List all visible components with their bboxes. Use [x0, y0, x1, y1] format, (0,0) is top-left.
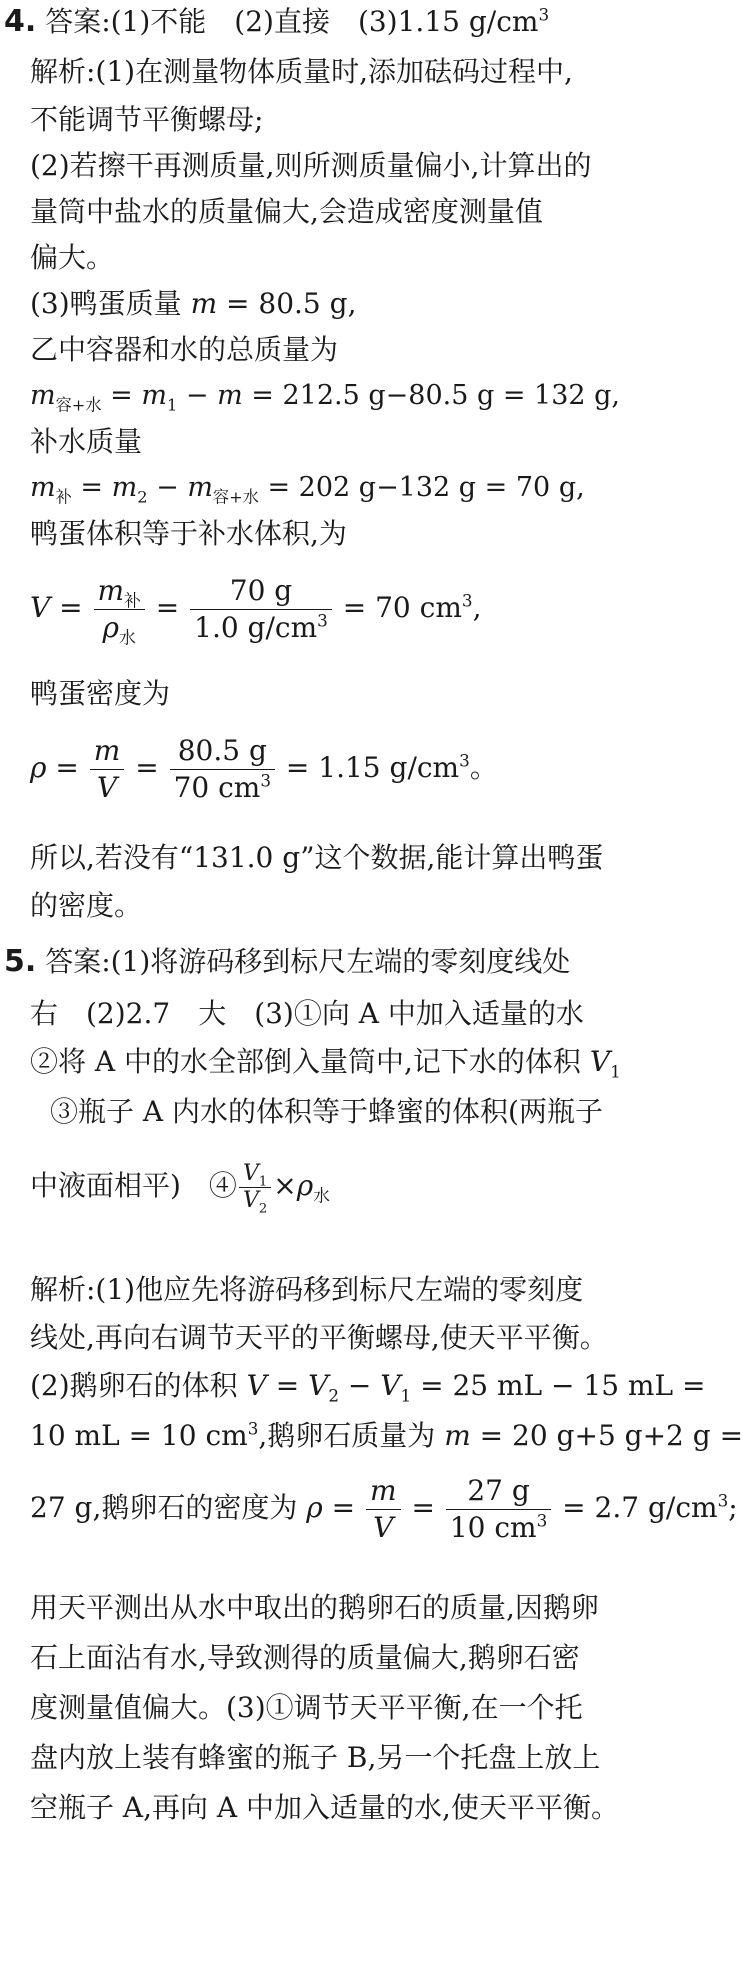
q4-v-f2-bot: 1.0 g/cm	[194, 611, 318, 644]
q4-line-2: 解析:(1)在测量物体质量时,添加砝码过程中,	[30, 55, 573, 88]
q4-eq2-equals: =	[71, 472, 112, 503]
q5-line-6: 解析:(1)他应先将游码移到标尺左端的零刻度	[30, 1273, 584, 1306]
q5-volume-v: V	[246, 1369, 267, 1402]
q4-eq-rest: = 212.5 g−80.5 g = 132 g,	[242, 380, 621, 411]
q5-frac-bot-sub: 2	[258, 1201, 268, 1217]
q4-duck-egg-mass-label: (3)鸭蛋质量	[30, 287, 191, 320]
q4-v-f1-bot-rho: ρ	[102, 611, 120, 644]
q4-v-f1-top-m: m	[97, 574, 125, 607]
q4-eq2-m2-sub: 2	[137, 487, 148, 507]
q5-volume-v2: V	[308, 1369, 329, 1402]
q5-line-5	[30, 1146, 330, 1226]
q4-v-f1-top-sub: 补	[124, 590, 141, 611]
q5-line-12: 石上面沾有水,导致测得的质量偏大,鹅卵石密	[30, 1641, 580, 1674]
q4-line-6: 偏大。	[30, 241, 115, 274]
q5-frac-top-v: V	[242, 1161, 259, 1186]
q5-answer-1: 答案:(1)将游码移到标尺左端的零刻度线处	[45, 945, 571, 978]
q5-volume-minus: −	[339, 1369, 381, 1402]
q4-rho-result-sup: 3	[459, 750, 470, 771]
q4-answer-sup: 3	[538, 4, 550, 25]
q4-rho-result: = 1.15 g/cm	[277, 751, 460, 784]
q5-density-eq: =	[322, 1491, 364, 1524]
q4-eq2-m2: m	[111, 472, 138, 503]
q4-v-tail: ,	[472, 591, 482, 624]
q4-rho-tail: 。	[469, 751, 498, 784]
q4-v-f2-bot-sup: 3	[317, 610, 328, 631]
q5-number: 5.	[4, 944, 37, 979]
q4-rho-lhs: ρ	[30, 751, 47, 784]
q5-volume-rest: = 25 mL − 15 mL =	[411, 1369, 706, 1402]
q4-line-5: 量筒中盐水的质量偏大,会造成密度测量值	[30, 195, 543, 228]
q4-rho-f2-bot-sup: 3	[260, 770, 272, 791]
q4-v-f1-bot-sub: 水	[119, 627, 136, 648]
q5-line-4: ③瓶子 A 内水的体积等于蜂蜜的体积(两瓶子	[50, 1095, 603, 1128]
q4-eq-m-b: m	[217, 380, 243, 411]
q4-number: 4.	[4, 4, 37, 39]
q4-density-formula	[30, 728, 498, 808]
q4-eq2-sub: 补	[55, 487, 72, 507]
q5-mass-label: ,鹅卵石质量为	[258, 1419, 445, 1452]
q5-rho-sub: 水	[313, 1185, 330, 1206]
q5-line-13: 度测量值偏大。(3)①调节天平平衡,在一个托	[30, 1691, 583, 1724]
q4-rho-f2-top: 80.5 g	[170, 733, 275, 770]
q5-rho: ρ	[296, 1169, 314, 1202]
q4-equation-added-water	[30, 470, 585, 506]
q5-frac-top-sub: 1	[258, 1174, 268, 1190]
q5-step2-text: ②将 A 中的水全部倒入量筒中,记下水的体积	[30, 1045, 590, 1078]
q4-rho-f2-bot: 70 cm	[173, 771, 261, 804]
q5-density-fraction	[239, 1161, 271, 1217]
q5-line-11: 用天平测出从水中取出的鹅卵石的质量,因鹅卵	[30, 1591, 599, 1624]
q4-equation-total	[30, 378, 620, 414]
q4-eq2-m: m	[30, 472, 56, 503]
q4-rho-fraction-1	[90, 733, 125, 806]
q5-line-9	[30, 1418, 743, 1454]
q5-density-result: = 2.7 g/cm	[553, 1491, 718, 1524]
q4-eq-equals: =	[101, 380, 142, 411]
q5-density-label: 27 g,鹅卵石的密度为	[30, 1491, 307, 1524]
q5-density-tail: ;	[728, 1491, 738, 1524]
q4-line-3: 不能调节平衡螺母;	[30, 103, 264, 136]
q5-line-2: 右 (2)2.7 大 (3)①向 A 中加入适量的水	[30, 997, 584, 1030]
q5-line-3	[30, 1044, 621, 1080]
q5-volume-eq: =	[266, 1369, 309, 1402]
q4-eq2-minus: −	[147, 472, 188, 503]
q4-eq-m1: m	[141, 380, 167, 411]
q5-line-10	[30, 1468, 738, 1548]
q4-eq-m1-sub: 1	[166, 395, 178, 415]
q4-rho-eq1: =	[46, 751, 88, 784]
q5-frac-bot-v: V	[242, 1188, 259, 1213]
q5-volume-v2-sub: 2	[328, 1385, 339, 1406]
q5-line-7: 线处,再向右调节天平的平衡螺母,使天平平衡。	[30, 1321, 608, 1354]
q5-density-f2-sup: 3	[536, 1510, 548, 1531]
q4-line-8: 乙中容器和水的总质量为	[30, 333, 339, 366]
q4-line-4: (2)若擦干再测质量,则所测质量偏小,计算出的	[30, 149, 592, 182]
q5-mass-m: m	[444, 1419, 471, 1452]
q4-line-12: 鸭蛋体积等于补水体积,为	[30, 517, 347, 550]
q4-line-16: 所以,若没有“131.0 g”这个数据,能计算出鸭蛋	[30, 841, 604, 874]
q4-answer: 答案:(1)不能 (2)直接 (3)1.15 g/cm	[45, 5, 539, 38]
q5-line-8	[30, 1368, 705, 1404]
q5-v-sub: 1	[610, 1061, 621, 1082]
q4-volume-formula	[30, 568, 481, 648]
q5-density-frac-1	[366, 1473, 401, 1546]
q4-rho-f1-top: m	[90, 733, 125, 770]
q4-line-10: 补水质量	[30, 425, 143, 458]
q4-v-eq2: =	[146, 591, 189, 624]
q4-line-7	[30, 286, 356, 322]
q5-v-var: V	[589, 1045, 611, 1078]
q5-density-f2-top: 27 g	[446, 1473, 551, 1510]
q4-v-fraction-1	[94, 573, 145, 646]
q4-eq2-m3: m	[187, 472, 213, 503]
q4-rho-f1-bot: V	[96, 771, 118, 804]
q5-density-eq2: =	[402, 1491, 444, 1524]
q5-volume-result: 10 mL = 10 cm	[30, 1419, 248, 1452]
q5-volume-result-sup: 3	[247, 1418, 259, 1439]
q4-eq-sub: 容+水	[55, 395, 102, 415]
q4-rho-eq2: =	[126, 751, 168, 784]
q5-line-14: 盘内放上装有蜂蜜的瓶子 B,另一个托盘上放上	[30, 1741, 601, 1774]
q5-times: ×	[273, 1169, 297, 1202]
q5-volume-v1: V	[380, 1369, 401, 1402]
q4-m-var: m	[190, 287, 218, 320]
q5-density-rho: ρ	[306, 1491, 323, 1524]
q4-eq-m: m	[30, 380, 56, 411]
q4-duck-egg-mass-value: = 80.5 g,	[217, 287, 357, 320]
q4-eq-minus: −	[177, 380, 218, 411]
q4-eq2-m3-sub: 容+水	[212, 487, 259, 507]
q4-v-result: = 70 cm	[333, 591, 462, 624]
q4-v-result-sup: 3	[461, 590, 473, 611]
q4-line-17: 的密度。	[30, 889, 143, 922]
q5-density-f1-bot: V	[373, 1511, 394, 1544]
q5-density-frac-2	[446, 1473, 551, 1546]
q4-line-14: 鸭蛋密度为	[30, 677, 171, 710]
q5-mass-rest: = 20 g+5 g+2 g =	[470, 1419, 743, 1452]
q5-density-f1-top: m	[366, 1473, 401, 1510]
q4-rho-fraction-2	[170, 733, 275, 806]
q4-answer-line	[4, 4, 549, 40]
q5-volume-label: (2)鹅卵石的体积	[30, 1369, 247, 1402]
q5-volume-v1-sub: 1	[400, 1385, 412, 1406]
q4-v-eq1: =	[50, 591, 92, 624]
q5-density-result-sup: 3	[717, 1490, 729, 1511]
q4-v-f2-top: 70 g	[190, 573, 332, 610]
q5-density-f2-bot: 10 cm	[449, 1511, 537, 1544]
q5-answer-line	[4, 944, 570, 980]
q5-step4-text: 中液面相平) ④	[30, 1169, 237, 1202]
q4-v-fraction-2	[190, 573, 332, 646]
q4-v-lhs: V	[30, 591, 51, 624]
q4-eq2-rest: = 202 g−132 g = 70 g,	[258, 472, 585, 503]
q5-line-15: 空瓶子 A,再向 A 中加入适量的水,使天平平衡。	[30, 1791, 619, 1824]
